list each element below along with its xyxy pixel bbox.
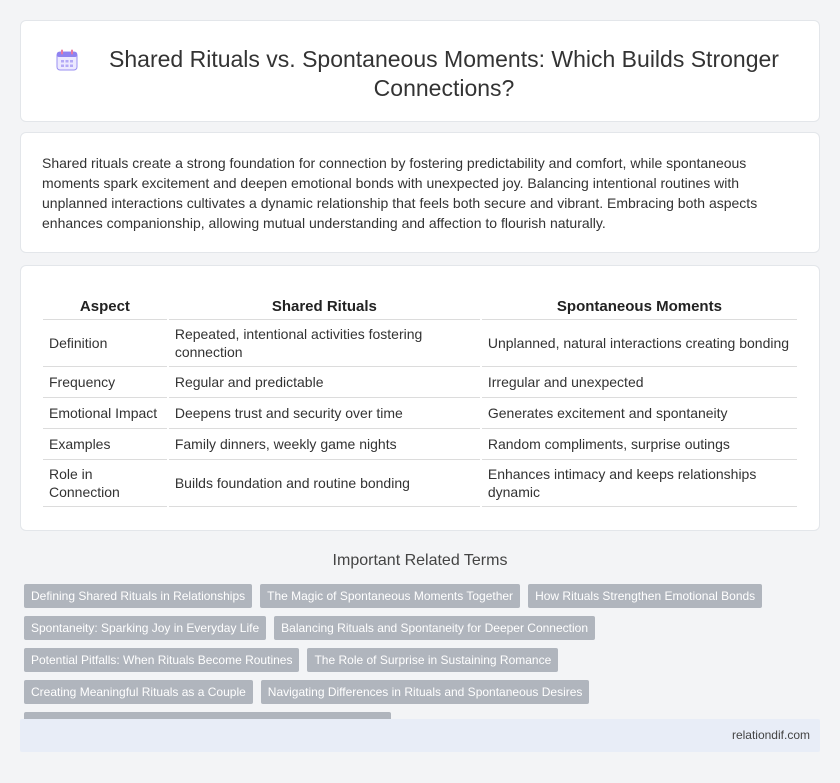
page-title: Shared Rituals vs. Spontaneous Moments: Which Builds Stronger Connections? [109,46,779,101]
related-term-tag[interactable]: How Rituals Strengthen Emotional Bonds [528,584,762,608]
related-term-tag[interactable]: The Magic of Spontaneous Moments Together [260,584,520,608]
table-row [43,460,797,507]
cell-spontaneous-moments: Generates excitement and spontaneity [482,398,797,429]
column-header-aspect: Aspect [43,294,167,320]
cell-shared-rituals: Family dinners, weekly game nights [169,429,480,460]
related-terms-list [24,584,794,736]
cell-aspect: Role in Connection [43,460,167,507]
intro-paragraph: Shared rituals create a strong foundation for connection by fostering predictability and comfort, while spontaneous moments spark excitement and deepen emotional bonds with unexpected joy. Balancing intentional routines with unplanned interactions cultivates a dynamic relationship that feels both secure and vibrant. Embracing both aspects enhances companionship, allowing mutual understanding and affection to flourish naturally. [42,155,758,231]
footer-site-name[interactable]: relationdif.com [731,728,810,742]
related-terms-heading: Important Related Terms [332,552,508,569]
table-row [43,398,797,429]
related-term-tag[interactable]: Spontaneity: Sparking Joy in Everyday Life [24,616,266,640]
intro-card [20,132,820,253]
cell-spontaneous-moments: Enhances intimacy and keeps relationships dynamic [482,460,797,507]
related-term-tag[interactable]: Potential Pitfalls: When Rituals Become Routines [24,648,299,672]
cell-aspect: Emotional Impact [43,398,167,429]
cell-aspect: Definition [43,320,167,367]
footer [20,719,820,752]
related-term-tag[interactable]: The Role of Surprise in Sustaining Romance [307,648,558,672]
cell-aspect: Examples [43,429,167,460]
table-row [43,320,797,367]
cell-spontaneous-moments: Irregular and unexpected [482,367,797,398]
cell-shared-rituals: Builds foundation and routine bonding [169,460,480,507]
cell-shared-rituals: Repeated, intentional activities fostering connection [169,320,480,367]
related-term-tag[interactable]: Balancing Rituals and Spontaneity for Deeper Connection [274,616,595,640]
table-row [43,429,797,460]
column-header-shared-rituals: Shared Rituals [169,294,480,320]
cell-shared-rituals: Deepens trust and security over time [169,398,480,429]
cell-shared-rituals: Regular and predictable [169,367,480,398]
cell-spontaneous-moments: Random compliments, surprise outings [482,429,797,460]
table-row [43,367,797,398]
comparison-card [20,265,820,531]
cell-aspect: Frequency [43,367,167,398]
cell-spontaneous-moments: Unplanned, natural interactions creating bonding [482,320,797,367]
column-header-spontaneous-moments: Spontaneous Moments [482,294,797,320]
related-term-tag[interactable]: Navigating Differences in Rituals and Spontaneous Desires [261,680,590,704]
related-term-tag[interactable]: Creating Meaningful Rituals as a Couple [24,680,253,704]
related-term-tag[interactable]: Defining Shared Rituals in Relationships [24,584,252,608]
calendar-icon [55,48,79,72]
title-card [20,20,820,122]
table-header-row [43,294,797,320]
comparison-table [41,294,799,507]
